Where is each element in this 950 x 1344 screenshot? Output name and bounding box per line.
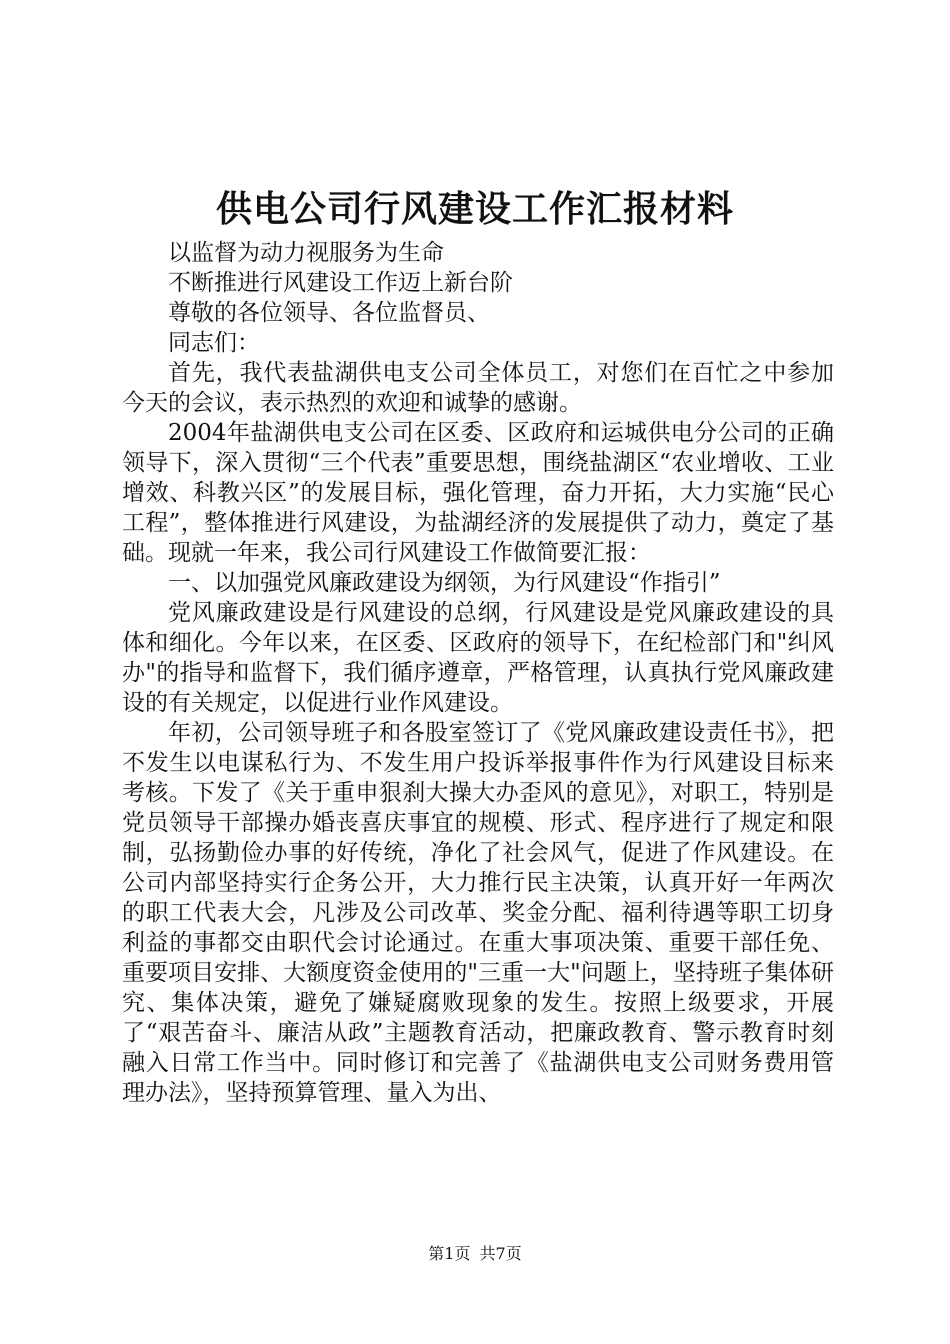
paragraph-overview: 2004年盐湖供电支公司在区委、区政府和运城供电分公司的正确领导下，深入贯彻“三个代表”重要思想，围绕盐湖区“农业增收、工业增效、科教兴区”的发展目标，强化管理，奋力开拓，大力实施“民心工程”，整体推进行风建设，为盐湖经济的发展提供了动力，奠定了基础。现就一年来，我公司行风建设工作做简要汇报： — [122, 420, 834, 566]
page-total: 共7页 — [479, 1244, 522, 1263]
paragraph-section-1-detail: 年初，公司领导班子和各股室签订了《党风廉政建设责任书》，把不发生以电谋私行为、不发生用户投诉举报事件作为行风建设目标来考核。下发了《关于重申狠刹大操大办歪风的意见》，对职工，特别是党员领导干部操办婚丧喜庆事宜的规模、形式、程序进行了规定和限制，弘扬勤俭办事的好传统，净化了社会风气，促进了作风建设。在公司内部坚持实行企务公开，大力推行民主决策，认真开好一年两次的职工代表大会，凡涉及公司改革、奖金分配、福利待遇等职工切身利益的事都交由职代会讨论通过。在重大事项决策、重要干部任免、重要项目安排、大额度资金使用的"三重一大"问题上，坚持班子集体研究、集体决策，避免了嫌疑腐败现象的发生。按照上级要求，开展了“艰苦奋斗、廉洁从政”主题教育活动，把廉政教育、警示教育时刻融入日常工作当中。同时修订和完善了《盐湖供电支公司财务费用管理办法》，坚持预算管理、量入为出、 — [122, 720, 834, 1106]
page-number: 第1页 — [428, 1244, 471, 1263]
page-footer — [0, 1244, 950, 1264]
salutation-line-2: 同志们： — [168, 330, 260, 356]
salutation-line-1: 尊敬的各位领导、各位监督员、 — [168, 300, 490, 326]
paragraph-opening: 首先，我代表盐湖供电支公司全体员工，对您们在百忙之中参加今天的会议，表示热烈的欢迎和诚挚的感谢。 — [122, 360, 834, 416]
subtitle-line-1: 以监督为动力视服务为生命 — [168, 240, 444, 266]
document-body — [122, 238, 834, 1108]
section-heading-1: 一、以加强党风廉政建设为纲领，为行风建设“作指引” — [168, 570, 721, 596]
document-title: 供电公司行风建设工作汇报材料 — [215, 188, 734, 230]
paragraph-section-1-intro: 党风廉政建设是行风建设的总纲，行风建设是党风廉政建设的具体和细化。今年以来，在区委、区政府的领导下，在纪检部门和"纠风办"的指导和监督下，我们循序遵章，严格管理，认真执行党风廉政建设的有关规定，以促进行业作风建设。 — [122, 600, 834, 716]
subtitle-line-2: 不断推进行风建设工作迈上新台阶 — [168, 270, 513, 296]
